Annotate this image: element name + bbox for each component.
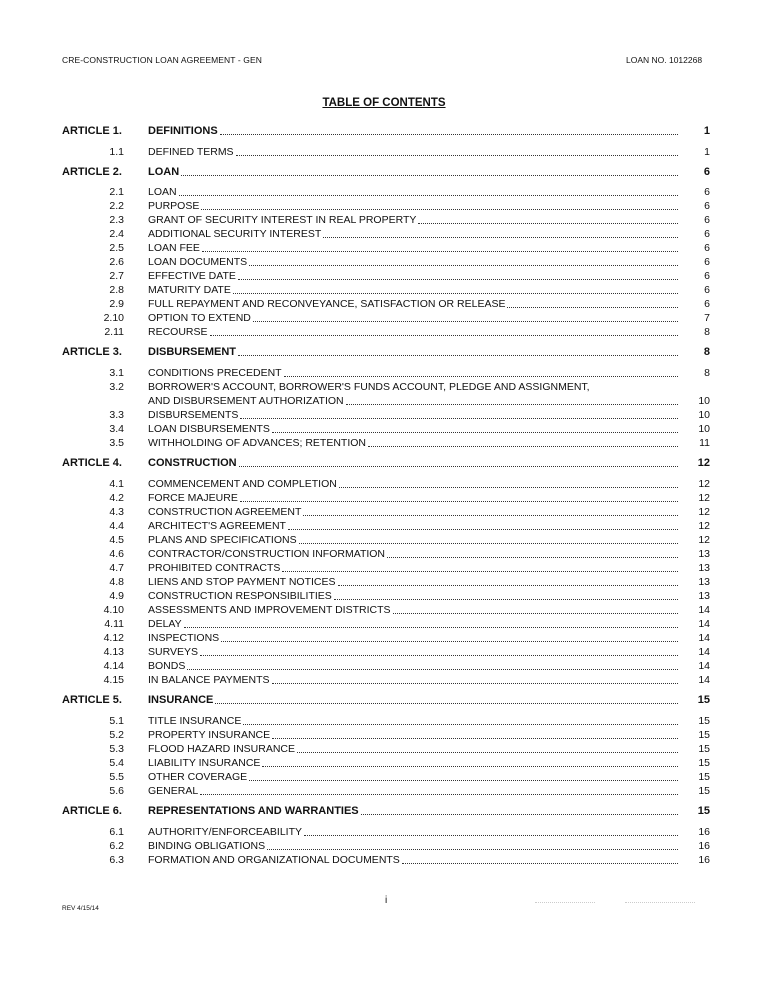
toc-entry-row	[0, 423, 768, 437]
page-ref: 8	[704, 326, 710, 338]
section-title: GRANT OF SECURITY INTEREST IN REAL PROPERTY	[148, 214, 417, 226]
page-ref: 10	[698, 423, 710, 435]
dot-leader	[334, 599, 678, 600]
section-number: 4.14	[103, 660, 124, 672]
toc-entry-row	[0, 729, 768, 743]
section-number: 4.9	[109, 590, 124, 602]
section-title: AND DISBURSEMENT AUTHORIZATION	[148, 395, 344, 407]
page-ref: 15	[698, 785, 710, 797]
section-title: FORMATION AND ORGANIZATIONAL DOCUMENTS	[148, 854, 400, 866]
section-number: 2.4	[109, 228, 124, 240]
section-title: DELAY	[148, 618, 182, 630]
toc-entry-row	[0, 506, 768, 520]
section-number: 2.6	[109, 256, 124, 268]
section-number: 4.13	[103, 646, 124, 658]
page-ref: 11	[699, 437, 710, 449]
dot-leader	[201, 209, 678, 210]
section-number: 5.1	[109, 715, 124, 727]
page-ref: 16	[698, 840, 710, 852]
article-label: ARTICLE 6.	[62, 805, 122, 817]
dot-leader	[179, 195, 678, 196]
dot-leader	[282, 571, 678, 572]
toc-entry-row	[0, 186, 768, 200]
article-title: DISBURSEMENT	[148, 346, 237, 358]
page-ref: 14	[698, 632, 710, 644]
section-title: BONDS	[148, 660, 186, 672]
section-title: CONSTRUCTION RESPONSIBILITIES	[148, 590, 332, 602]
toc-entry-row	[0, 298, 768, 312]
section-title: CONSTRUCTION AGREEMENT	[148, 506, 302, 518]
section-title: CONTRACTOR/CONSTRUCTION INFORMATION	[148, 548, 386, 560]
page-ref: 14	[698, 618, 710, 630]
page-ref: 15	[698, 743, 710, 755]
page-header-right: LOAN NO. 1012268	[626, 55, 703, 65]
page-ref: 6	[704, 214, 710, 226]
page-ref: 13	[698, 576, 710, 588]
page-ref: 6	[704, 256, 710, 268]
page-ref: 6	[703, 166, 710, 178]
dot-leader	[215, 703, 678, 704]
page-ref: 12	[698, 506, 710, 518]
toc-entry-row	[0, 840, 768, 854]
page-ref: 6	[704, 228, 710, 240]
dot-leader	[253, 321, 678, 322]
section-title: PLANS AND SPECIFICATIONS	[148, 534, 297, 546]
dot-leader	[393, 613, 678, 614]
section-number: 4.3	[109, 506, 124, 518]
page-ref: 13	[698, 590, 710, 602]
page-ref: 6	[704, 186, 710, 198]
dot-leader	[267, 849, 678, 850]
page-ref: 13	[698, 562, 710, 574]
dot-leader	[304, 835, 678, 836]
dot-leader	[240, 418, 678, 419]
section-number: 2.2	[109, 200, 124, 212]
section-title: PROPERTY INSURANCE	[148, 729, 271, 741]
dot-leader	[284, 376, 678, 377]
section-title: BORROWER'S ACCOUNT, BORROWER'S FUNDS ACCOUNT, PLEDGE AND ASSIGNMENT,	[148, 381, 590, 393]
section-title: LOAN DOCUMENTS	[148, 256, 248, 268]
section-title: DEFINED TERMS	[148, 146, 234, 158]
section-title: GENERAL	[148, 785, 199, 797]
dot-leader	[387, 557, 678, 558]
toc-entry-row	[0, 826, 768, 840]
section-title: OTHER COVERAGE	[148, 771, 248, 783]
article-label: ARTICLE 3.	[62, 346, 122, 358]
page-ref: 12	[698, 492, 710, 504]
dot-leader	[303, 515, 678, 516]
section-title: LOAN	[148, 186, 177, 198]
section-title: TITLE INSURANCE	[148, 715, 242, 727]
section-title: IN BALANCE PAYMENTS	[148, 674, 270, 686]
section-title: EFFECTIVE DATE	[148, 270, 236, 282]
page-ref: 15	[698, 715, 710, 727]
dot-leader	[238, 355, 678, 356]
page-ref: 10	[698, 395, 710, 407]
page-ref: 12	[698, 478, 710, 490]
dot-leader	[239, 466, 678, 467]
page-ref: 14	[698, 660, 710, 672]
page-header-left: CRE-CONSTRUCTION LOAN AGREEMENT - GEN	[62, 55, 263, 65]
section-title: FORCE MAJEURE	[148, 492, 238, 504]
section-title: MATURITY DATE	[148, 284, 231, 296]
page-ref: 10	[698, 409, 710, 421]
dot-leader	[361, 814, 678, 815]
section-number: 2.7	[109, 270, 124, 282]
section-number: 3.3	[109, 409, 124, 421]
page-ref: 15	[697, 805, 710, 817]
dot-leader	[221, 641, 678, 642]
toc-entry-row	[0, 228, 768, 242]
scan-artifact	[625, 902, 695, 903]
section-number: 4.12	[103, 632, 124, 644]
toc-entry-row	[0, 478, 768, 492]
section-title: BINDING OBLIGATIONS	[148, 840, 266, 852]
page-ref: 15	[698, 729, 710, 741]
section-number: 4.2	[109, 492, 124, 504]
toc-article-row	[0, 346, 768, 360]
dot-leader	[338, 585, 678, 586]
article-title: INSURANCE	[148, 694, 214, 706]
toc-entry-row	[0, 270, 768, 284]
section-number: 2.5	[109, 242, 124, 254]
toc-entry-row	[0, 632, 768, 646]
page-ref: 6	[704, 284, 710, 296]
dot-leader	[202, 251, 678, 252]
section-number: 2.3	[109, 214, 124, 226]
toc-entry-row	[0, 312, 768, 326]
section-title: ADDITIONAL SECURITY INTEREST	[148, 228, 322, 240]
section-number: 2.9	[109, 298, 124, 310]
dot-leader	[272, 432, 678, 433]
section-title: LIABILITY INSURANCE	[148, 757, 261, 769]
page-number: i	[385, 895, 388, 906]
section-title: OPTION TO EXTEND	[148, 312, 251, 324]
dot-leader	[262, 766, 678, 767]
toc-title: TABLE OF CONTENTS	[322, 97, 446, 109]
page-ref: 16	[698, 854, 710, 866]
section-title: AUTHORITY/ENFORCEABILITY	[148, 826, 303, 838]
toc-entry-row	[0, 771, 768, 785]
section-number: 3.5	[109, 437, 124, 449]
section-title: CONDITIONS PRECEDENT	[148, 367, 282, 379]
toc-entry-row	[0, 562, 768, 576]
toc-entry-row	[0, 576, 768, 590]
toc-entry-row	[0, 743, 768, 757]
toc-entry-row	[0, 785, 768, 799]
dot-leader	[288, 529, 678, 530]
dot-leader	[299, 543, 678, 544]
section-number: 4.8	[109, 576, 124, 588]
section-title: PROHIBITED CONTRACTS	[148, 562, 281, 574]
dot-leader	[339, 487, 678, 488]
page-ref: 1	[703, 125, 710, 137]
dot-leader	[181, 175, 678, 176]
toc-entry-row	[0, 715, 768, 729]
dot-leader	[200, 794, 678, 795]
toc-article-row	[0, 457, 768, 471]
dot-leader	[297, 752, 678, 753]
page-ref: 7	[704, 312, 710, 324]
section-number: 2.10	[103, 312, 124, 324]
section-title: ASSESSMENTS AND IMPROVEMENT DISTRICTS	[148, 604, 391, 616]
article-label: ARTICLE 1.	[62, 125, 122, 137]
page-ref: 6	[704, 270, 710, 282]
section-number: 3.4	[109, 423, 124, 435]
page-ref: 1	[704, 146, 710, 158]
dot-leader	[323, 237, 678, 238]
section-number: 4.15	[103, 674, 124, 686]
section-title: WITHHOLDING OF ADVANCES; RETENTION	[148, 437, 366, 449]
section-number: 4.10	[103, 604, 124, 616]
section-title: FULL REPAYMENT AND RECONVEYANCE, SATISFACTION OR RELEASE	[148, 298, 506, 310]
section-number: 4.4	[109, 520, 124, 532]
toc-entry-row	[0, 409, 768, 423]
page-ref: 12	[698, 520, 710, 532]
scan-artifact	[535, 902, 595, 903]
section-number: 4.7	[109, 562, 124, 574]
section-number: 4.1	[109, 478, 124, 490]
page-ref: 15	[697, 694, 710, 706]
section-title: INSPECTIONS	[148, 632, 220, 644]
page-ref: 12	[698, 534, 710, 546]
page-ref: 14	[698, 646, 710, 658]
toc-entry-row	[0, 492, 768, 506]
section-title: PURPOSE	[148, 200, 200, 212]
toc-entry-row	[0, 242, 768, 256]
page-ref: 6	[704, 298, 710, 310]
toc-entry-row	[0, 548, 768, 562]
section-number: 2.1	[109, 186, 124, 198]
toc-entry-row	[0, 146, 768, 160]
toc-article-row	[0, 805, 768, 819]
section-title: LOAN FEE	[148, 242, 200, 254]
section-number: 5.5	[109, 771, 124, 783]
section-number: 3.1	[109, 367, 124, 379]
toc-entry-row	[0, 757, 768, 771]
page-ref: 8	[704, 367, 710, 379]
toc-article-row	[0, 125, 768, 139]
toc-entry-row	[0, 284, 768, 298]
toc-entry-row	[0, 367, 768, 381]
toc-entry-row	[0, 200, 768, 214]
toc-entry-row	[0, 326, 768, 340]
page-ref: 15	[698, 771, 710, 783]
dot-leader	[238, 279, 678, 280]
section-number: 3.2	[109, 381, 124, 393]
article-label: ARTICLE 5.	[62, 694, 122, 706]
toc-entry-row	[0, 256, 768, 270]
toc-entry-row	[0, 618, 768, 632]
section-number: 2.11	[104, 326, 124, 338]
section-title: FLOOD HAZARD INSURANCE	[148, 743, 296, 755]
dot-leader	[346, 404, 678, 405]
page-ref: 14	[698, 604, 710, 616]
dot-leader	[184, 627, 678, 628]
article-title: CONSTRUCTION	[148, 457, 237, 469]
toc-entry-row	[0, 534, 768, 548]
section-title: RECOURSE	[148, 326, 208, 338]
dot-leader	[220, 134, 678, 135]
section-number: 4.5	[109, 534, 124, 546]
article-title: DEFINITIONS	[148, 125, 218, 137]
article-label: ARTICLE 4.	[62, 457, 122, 469]
dot-leader	[249, 265, 678, 266]
dot-leader	[240, 501, 678, 502]
page-ref: 15	[698, 757, 710, 769]
section-number: 1.1	[109, 146, 124, 158]
dot-leader	[249, 780, 678, 781]
page-ref: 8	[703, 346, 710, 358]
section-title: DISBURSEMENTS	[148, 409, 239, 421]
page-ref: 16	[698, 826, 710, 838]
section-number: 4.6	[109, 548, 124, 560]
dot-leader	[187, 669, 678, 670]
section-number: 6.1	[109, 826, 124, 838]
page-ref: 14	[698, 674, 710, 686]
toc-entry-row	[0, 381, 768, 395]
toc-article-row	[0, 166, 768, 180]
dot-leader	[272, 738, 678, 739]
toc-entry-row	[0, 437, 768, 451]
section-title: LIENS AND STOP PAYMENT NOTICES	[148, 576, 336, 588]
dot-leader	[368, 446, 678, 447]
page-ref: 6	[704, 242, 710, 254]
section-number: 6.3	[109, 854, 124, 866]
section-number: 5.4	[109, 757, 124, 769]
toc-article-row	[0, 694, 768, 708]
toc-entry-row	[0, 646, 768, 660]
section-number: 6.2	[109, 840, 124, 852]
dot-leader	[236, 155, 678, 156]
dot-leader	[507, 307, 678, 308]
article-label: ARTICLE 2.	[62, 166, 122, 178]
section-number: 4.11	[104, 618, 124, 630]
section-number: 5.6	[109, 785, 124, 797]
page-ref: 6	[704, 200, 710, 212]
section-title: COMMENCEMENT AND COMPLETION	[148, 478, 337, 490]
toc-entry-row	[0, 854, 768, 868]
section-title: LOAN DISBURSEMENTS	[148, 423, 270, 435]
section-title: SURVEYS	[148, 646, 198, 658]
toc-entry-row	[0, 660, 768, 674]
section-number: 2.8	[109, 284, 124, 296]
toc-entry-row	[0, 674, 768, 688]
dot-leader	[243, 724, 678, 725]
dot-leader	[272, 683, 678, 684]
toc-entry-row	[0, 520, 768, 534]
dot-leader	[402, 863, 678, 864]
revision-label: REV 4/15/14	[62, 905, 99, 912]
dot-leader	[200, 655, 678, 656]
toc-entry-row	[0, 214, 768, 228]
article-title: LOAN	[148, 166, 180, 178]
page-ref: 13	[698, 548, 710, 560]
dot-leader	[210, 335, 678, 336]
page-ref: 12	[697, 457, 710, 469]
section-number: 5.3	[109, 743, 124, 755]
section-number: 5.2	[109, 729, 124, 741]
dot-leader	[418, 223, 678, 224]
toc-entry-row	[0, 395, 768, 409]
dot-leader	[233, 293, 678, 294]
toc-entry-row	[0, 604, 768, 618]
article-title: REPRESENTATIONS AND WARRANTIES	[148, 805, 359, 817]
section-title: ARCHITECT'S AGREEMENT	[148, 520, 286, 532]
toc-entry-row	[0, 590, 768, 604]
